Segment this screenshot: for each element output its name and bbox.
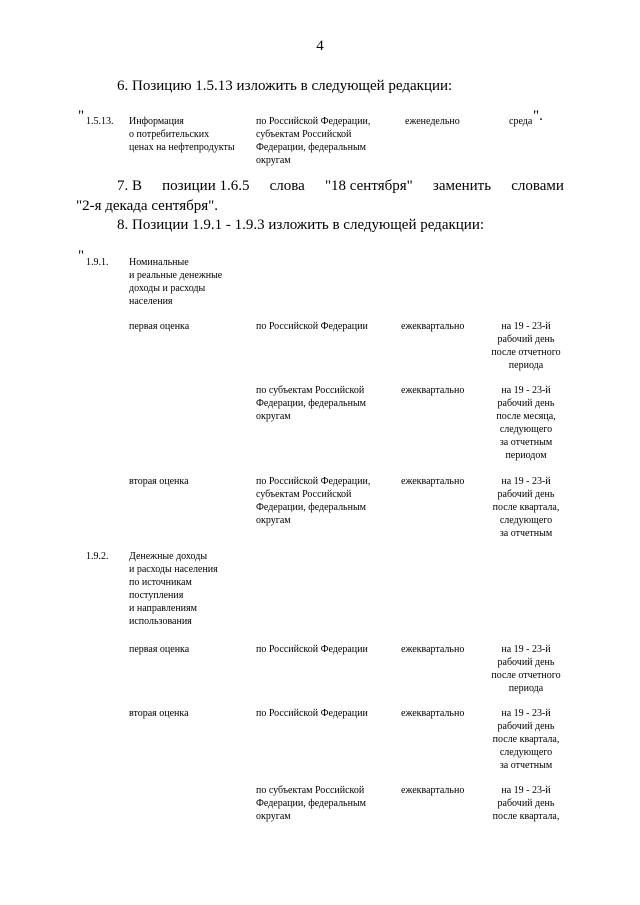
periodicity-cell: еженедельно <box>405 116 460 127</box>
item-7-line-2: "2-я декада сентября". <box>76 198 219 214</box>
position-code: 1.9.2. <box>86 551 109 562</box>
scope-cell: по субъектам Российской Федерации, федеральным округам <box>256 385 367 422</box>
deadline-cell: на 19 - 23-й рабочий день после отчетного периода <box>491 321 561 371</box>
page-number: 4 <box>316 38 324 54</box>
quote-close: ". <box>533 108 543 124</box>
scope-cell: по Российской Федерации <box>256 708 368 719</box>
item-7-word: "18 сентября" <box>324 178 413 194</box>
deadline-cell: на 19 - 23-й рабочий день после квартала, следующего за отчетным <box>492 476 560 539</box>
quote-open: " <box>78 108 85 124</box>
quote-open: " <box>78 248 85 264</box>
item-7-line-1 <box>117 178 564 195</box>
periodicity-cell: ежеквартально <box>401 321 465 332</box>
periodicity-cell: ежеквартально <box>401 385 465 396</box>
stage-cell: первая оценка <box>129 644 190 655</box>
position-code: 1.9.1. <box>86 257 109 268</box>
deadline-cell: среда <box>509 116 533 127</box>
stage-cell: вторая оценка <box>129 476 189 487</box>
scope-cell: по Российской Федерации <box>256 321 368 332</box>
item-7-word: позиции 1.6.5 <box>162 178 250 194</box>
indicator-name: Денежные доходы и расходы населения по источникам поступления и направлениям использования <box>129 551 218 627</box>
item-7-word: слова <box>269 178 305 194</box>
stage-cell: вторая оценка <box>129 708 189 719</box>
deadline-cell: на 19 - 23-й рабочий день после квартала, <box>492 785 560 822</box>
item-8-heading: 8. Позиции 1.9.1 - 1.9.3 изложить в следующей редакции: <box>117 217 485 233</box>
item-7-word: 7. В <box>117 178 143 194</box>
deadline-cell: на 19 - 23-й рабочий день после отчетного периода <box>491 644 561 694</box>
periodicity-cell: ежеквартально <box>401 476 465 487</box>
indicator-name: Информация о потребительских ценах на нефтепродукты <box>129 116 235 153</box>
stage-cell: первая оценка <box>129 321 190 332</box>
scope-cell: по Российской Федерации <box>256 644 368 655</box>
item-7-word: словами <box>511 178 564 194</box>
scope-cell: по Российской Федерации, субъектам Российской Федерации, федеральным округам <box>256 116 371 166</box>
item-7-word: заменить <box>432 178 492 194</box>
periodicity-cell: ежеквартально <box>401 708 465 719</box>
deadline-cell: на 19 - 23-й рабочий день после квартала, следующего за отчетным <box>492 708 560 771</box>
deadline-cell: на 19 - 23-й рабочий день после месяца, следующего за отчетным периодом <box>496 385 556 461</box>
indicator-name: Номинальные и реальные денежные доходы и расходы населения <box>129 257 223 307</box>
scope-cell: по Российской Федерации, субъектам Российской Федерации, федеральным округам <box>256 476 371 526</box>
scope-cell: по субъектам Российской Федерации, федеральным округам <box>256 785 367 822</box>
periodicity-cell: ежеквартально <box>401 644 465 655</box>
periodicity-cell: ежеквартально <box>401 785 465 796</box>
item-6-heading: 6. Позицию 1.5.13 изложить в следующей редакции: <box>117 78 453 94</box>
position-code: 1.5.13. <box>86 116 114 127</box>
